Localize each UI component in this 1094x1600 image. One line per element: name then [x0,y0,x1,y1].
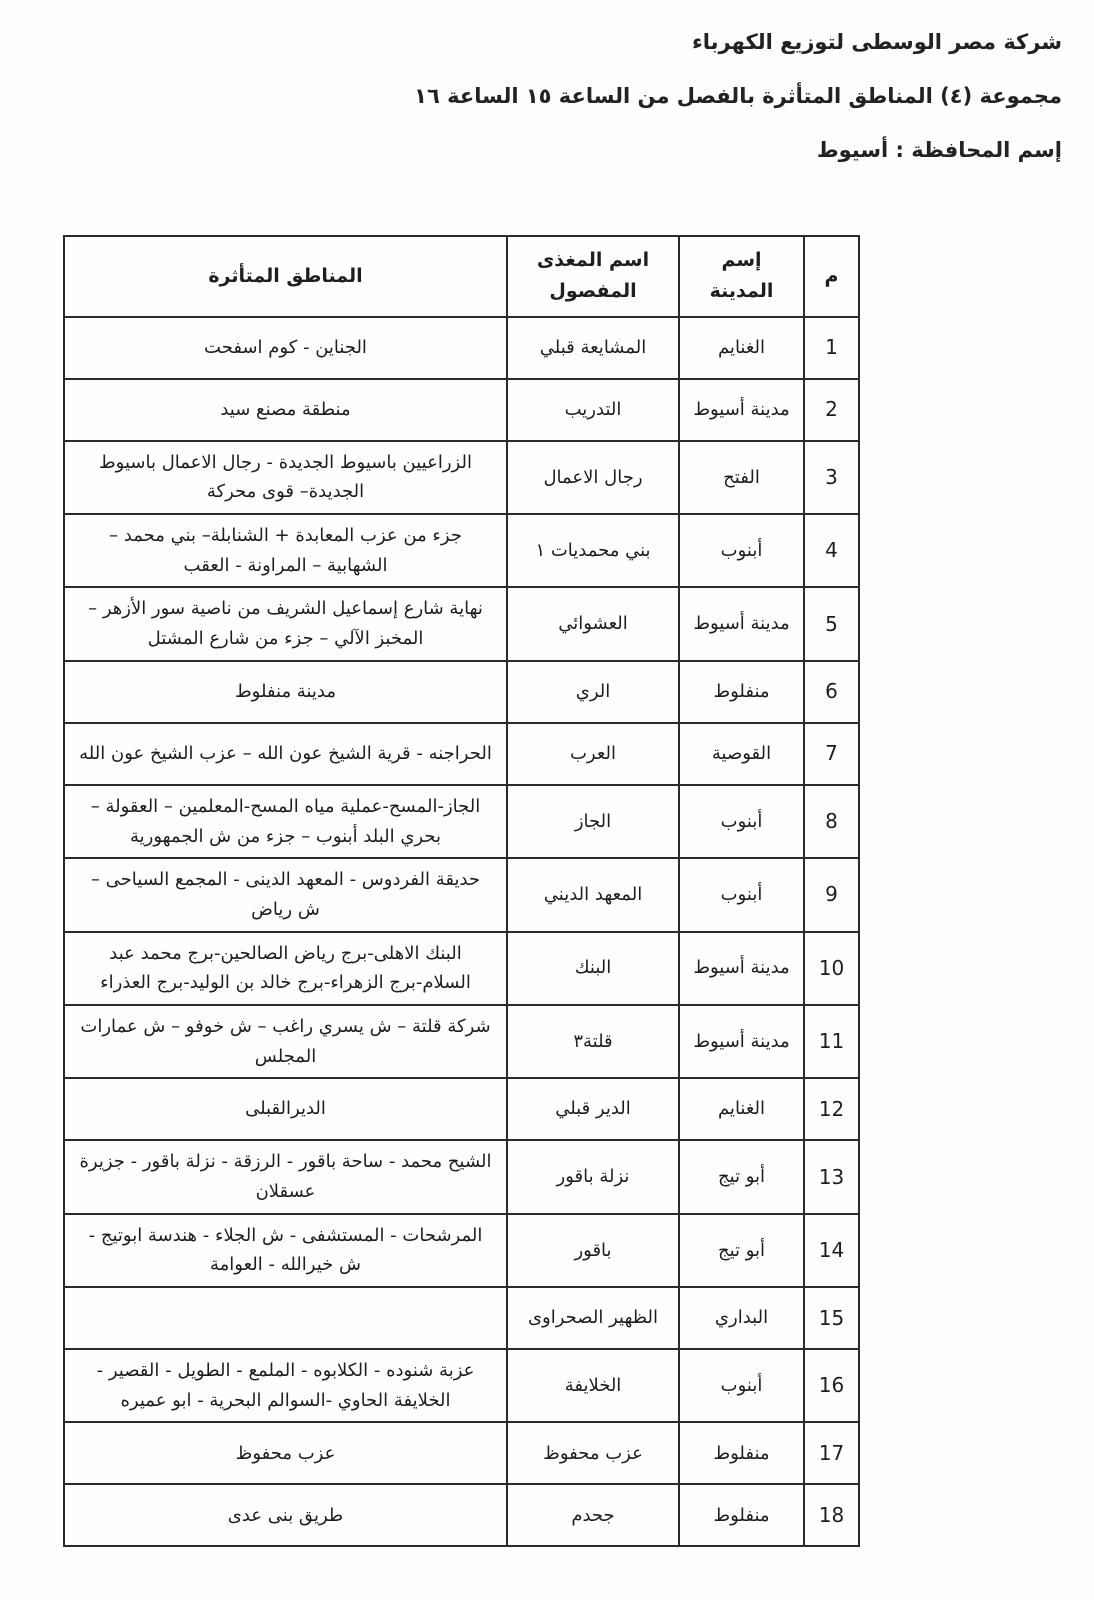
affected-areas-table [63,235,860,1547]
row-number-cell: 12 [804,1078,859,1140]
areas-cell: المرشحات - المستشفى - ش الجلاء - هندسة ابوتيج - ش خيرالله - العوامة [64,1214,507,1287]
table-row [64,723,859,785]
city-cell: منفلوط [679,1484,804,1546]
table-header-row [64,236,859,317]
table-row [64,587,859,660]
group-schedule-line: مجموعة (٤) المناطق المتأثرة بالفصل من الساعة ١٥ الساعة ١٦ [414,84,1062,108]
row-number-cell: 11 [804,1005,859,1078]
row-number-cell: 8 [804,785,859,858]
table-row [64,1140,859,1213]
areas-cell: شركة قلتة – ش يسري راغب – ش خوفو – ش عمارات المجلس [64,1005,507,1078]
column-header-number: م [804,236,859,317]
feeder-cell: باقور [507,1214,679,1287]
city-cell: أبنوب [679,858,804,931]
row-number-cell: 7 [804,723,859,785]
column-header-city: إسم المدينة [679,236,804,317]
table-row [64,1005,859,1078]
city-cell: مدينة أسيوط [679,379,804,441]
city-cell: أبو تيج [679,1214,804,1287]
areas-table-body [64,317,859,1547]
company-name: شركة مصر الوسطى لتوزيع الكهرباء [692,30,1062,54]
row-number-cell: 10 [804,932,859,1005]
table-row [64,661,859,723]
row-number-cell: 5 [804,587,859,660]
areas-cell: مدينة منفلوط [64,661,507,723]
row-number-cell: 14 [804,1214,859,1287]
table-row [64,1349,859,1422]
table-row [64,785,859,858]
city-cell: أبنوب [679,514,804,587]
feeder-cell: جحدم [507,1484,679,1546]
city-cell: أبو تيج [679,1140,804,1213]
document-header [32,30,1062,192]
areas-cell: جزء من عزب المعابدة + الشنابلة– بني محمد – الشهابية – المراونة - العقب [64,514,507,587]
row-number-cell: 1 [804,317,859,379]
column-header-areas: المناطق المتأثرة [64,236,507,317]
feeder-cell: المشايعة قبلي [507,317,679,379]
row-number-cell: 3 [804,441,859,514]
feeder-cell: الدير قبلي [507,1078,679,1140]
city-cell: منفلوط [679,661,804,723]
feeder-cell: التدريب [507,379,679,441]
areas-cell: حديقة الفردوس - المعهد الدينى - المجمع السياحى – ش رياض [64,858,507,931]
table-row [64,379,859,441]
row-number-cell: 17 [804,1422,859,1484]
table-row [64,1484,859,1546]
feeder-cell: بني محمديات ١ [507,514,679,587]
areas-cell: الجاز-المسح-عملية مياه المسح-المعلمين – العقولة – بحري البلد أبنوب – جزء من ش الجمهورية [64,785,507,858]
row-number-cell: 6 [804,661,859,723]
areas-cell: الشيح محمد - ساحة باقور - الرزقة - نزلة باقور - جزيرة عسقلان [64,1140,507,1213]
city-cell: منفلوط [679,1422,804,1484]
row-number-cell: 18 [804,1484,859,1546]
areas-cell: الزراعيين باسيوط الجديدة - رجال الاعمال باسيوط الجديدة– قوى محركة [64,441,507,514]
areas-cell: نهاية شارع إسماعيل الشريف من ناصية سور الأزهر – المخبز الآلي – جزء من شارع المشتل [64,587,507,660]
areas-cell: الجناين - كوم اسفحت [64,317,507,379]
feeder-cell: البنك [507,932,679,1005]
feeder-cell: رجال الاعمال [507,441,679,514]
table-row [64,317,859,379]
row-number-cell: 16 [804,1349,859,1422]
row-number-cell: 15 [804,1287,859,1349]
city-cell: البداري [679,1287,804,1349]
table-row [64,858,859,931]
row-number-cell: 13 [804,1140,859,1213]
areas-cell: منطقة مصنع سيد [64,379,507,441]
feeder-cell: قلتة٣ [507,1005,679,1078]
areas-cell: الديرالقبلى [64,1078,507,1140]
table-row [64,932,859,1005]
city-cell: مدينة أسيوط [679,587,804,660]
table-row [64,441,859,514]
city-cell: مدينة أسيوط [679,932,804,1005]
city-cell: أبنوب [679,785,804,858]
areas-cell: عزب محفوظ [64,1422,507,1484]
feeder-cell: الري [507,661,679,723]
feeder-cell: العشوائي [507,587,679,660]
areas-cell: عزبة شنوده - الكلابوه - الملمع - الطويل - القصير - الخلايفة الحاوي -السوالم البحرية - ابو عميره [64,1349,507,1422]
table-row [64,1078,859,1140]
row-number-cell: 4 [804,514,859,587]
governorate-line: إسم المحافظة : أسيوط [816,138,1062,162]
areas-cell: طريق بنى عدى [64,1484,507,1546]
table-row [64,1287,859,1349]
row-number-cell: 9 [804,858,859,931]
table-row [64,514,859,587]
feeder-cell: الخلايفة [507,1349,679,1422]
column-header-feeder: اسم المغذى المفصول [507,236,679,317]
city-cell: الغنايم [679,1078,804,1140]
table-row [64,1214,859,1287]
feeder-cell: الظهير الصحراوى [507,1287,679,1349]
feeder-cell: عزب محفوظ [507,1422,679,1484]
areas-cell [64,1287,507,1349]
feeder-cell: المعهد الديني [507,858,679,931]
areas-cell: البنك الاهلى-برج رياض الصالحين-برج محمد عبد السلام-برج الزهراء-برج خالد بن الوليد-برج العذراء [64,932,507,1005]
feeder-cell: نزلة باقور [507,1140,679,1213]
city-cell: أبنوب [679,1349,804,1422]
city-cell: الغنايم [679,317,804,379]
feeder-cell: الجاز [507,785,679,858]
row-number-cell: 2 [804,379,859,441]
city-cell: الفتح [679,441,804,514]
areas-cell: الحراجنه - قرية الشيخ عون الله – عزب الشيخ عون الله [64,723,507,785]
city-cell: القوصية [679,723,804,785]
table-row [64,1422,859,1484]
city-cell: مدينة أسيوط [679,1005,804,1078]
feeder-cell: العرب [507,723,679,785]
